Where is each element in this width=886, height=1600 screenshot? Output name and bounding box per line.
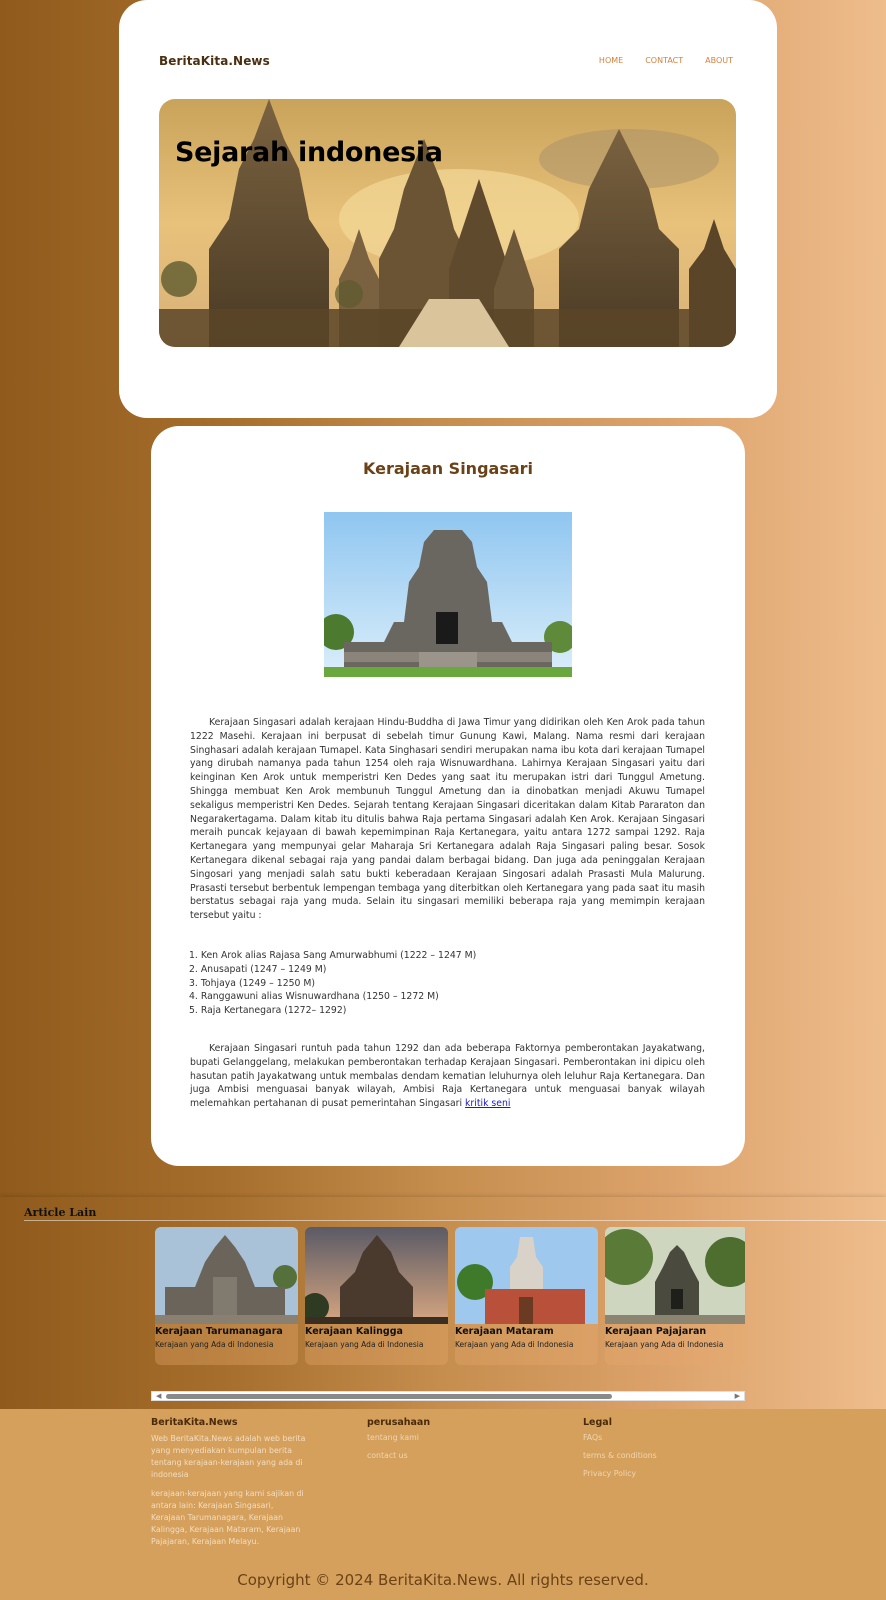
footer bbox=[0, 1409, 886, 1600]
article-paragraph-2 bbox=[190, 1042, 705, 1111]
card-subtitle: Kerajaan yang Ada di Indonesia bbox=[455, 1340, 574, 1349]
card-image bbox=[605, 1227, 745, 1324]
article-title: Kerajaan Singasari bbox=[362, 459, 534, 478]
footer-company-title: perusahaan bbox=[367, 1417, 431, 1428]
related-card[interactable] bbox=[605, 1227, 745, 1365]
footer-link-faqs[interactable]: FAQs bbox=[583, 1433, 603, 1442]
footer-link-privacy[interactable]: Privacy Policy bbox=[583, 1469, 637, 1478]
footer-company bbox=[367, 1417, 430, 1469]
footer-legal-title: Legal bbox=[583, 1417, 612, 1428]
brand-logo[interactable]: BeritaKita.News bbox=[159, 54, 270, 68]
kings-list bbox=[189, 949, 476, 1018]
hero-title: Sejarah indonesia bbox=[175, 137, 443, 168]
hero-banner bbox=[159, 99, 736, 347]
footer-legal bbox=[583, 1417, 657, 1487]
related-scroller[interactable] bbox=[151, 1227, 745, 1379]
kritik-seni-link[interactable]: kritik seni bbox=[465, 1098, 511, 1110]
list-item: 5. Raja Kertanegara (1272– 1292) bbox=[189, 1005, 347, 1017]
related-articles bbox=[0, 1197, 886, 1409]
article-temple-image bbox=[324, 512, 572, 677]
list-item: 2. Anusapati (1247 – 1249 M) bbox=[189, 963, 327, 975]
nav-contact-link[interactable]: CONTACT bbox=[645, 56, 684, 65]
scroll-left-icon[interactable]: ◀ bbox=[156, 1392, 162, 1400]
card-subtitle: Kerajaan yang Ada di Indonesia bbox=[605, 1340, 724, 1349]
related-card[interactable] bbox=[455, 1227, 598, 1365]
list-item: 3. Tohjaya (1249 – 1250 M) bbox=[189, 977, 316, 989]
related-card[interactable] bbox=[305, 1227, 448, 1365]
footer-desc-2: kerajaan-kerajaan yang kami sajikan di antara lain: Kerajaan Singasari, Kerajaan Tarumanagara, Kerajaan Kalingga, Kerajaan Mataram, Kerajaan Pajajaran, Kerajaan Melayu. bbox=[151, 1489, 304, 1546]
header-card bbox=[119, 0, 777, 418]
card-title: Kerajaan Pajajaran bbox=[605, 1326, 707, 1337]
card-image bbox=[455, 1227, 598, 1324]
card-title: Kerajaan Kalingga bbox=[305, 1326, 403, 1337]
related-card[interactable] bbox=[155, 1227, 298, 1365]
related-title: Article Lain bbox=[24, 1206, 886, 1221]
list-item: 1. Ken Arok alias Rajasa Sang Amurwabhumi (1222 – 1247 M) bbox=[189, 950, 477, 961]
list-item: 4. Ranggawuni alias Wisnuwardhana (1250 – 1272 M) bbox=[189, 991, 439, 1003]
footer-link-terms[interactable]: terms & conditions bbox=[583, 1451, 657, 1460]
horizontal-scrollbar[interactable] bbox=[151, 1391, 745, 1401]
article-paragraph-2-text: Kerajaan Singasari runtuh pada tahun 1292 dan ada beberapa Faktornya pemberontakan Jayakatwang, bupati Gelanggelang, melakukan pemberontakan terhadap Kerajaan Singasari. Pemberontakan ini dipicu oleh hasutan patih Jayakatwang untuk membalas dendam kematian leluhurnya oleh leluhur Raja Kertanegara. Dan juga Ambisi menguasai banyak wilayah, Ambisi Raja Kertanegara untuk menguasai banyak wilayah melemahkan pertahanan di pusat pemerintahan Singasari bbox=[190, 1043, 705, 1110]
card-title: Kerajaan Mataram bbox=[455, 1326, 554, 1337]
card-image bbox=[305, 1227, 448, 1324]
article-paragraph-1: Kerajaan Singasari adalah kerajaan Hindu-Buddha di Jawa Timur yang didirikan oleh Ken Arok pada tahun 1222 Masehi. Kerajaan ini berpusat di sebelah timur Gunung Kawi, Malang. Nama resmi dari kerajaan Singhasari adalah kerajaan Tumapel. Kata Singhasari sendiri merupakan nama ibu kota dari kerajaan Tumapel yang dirubah namanya pada tahun 1254 oleh raja Wisnuwardhana. Lahirnya Kerajaan Singasari yaitu dari keinginan Ken Arok untuk memperistri Ken Dedes yang saat itu merupakan istri dari Tunggul Ametung. Shingga membuat Ken Arok membunuh Tunggul Ametung dan ia dinobatkan menjadi Akuwu Tumapel sekaligus memperistri Ken Dedes. Sejarah tentang Kerajaan Singasari diceritakan dalam Kitab Pararaton dan Negarakertagama. Dalam kitab itu ditulis bahwa Raja pertama Singasari adalah Ken Arok. Kerajaan Singasari meraih puncak kejayaan di bawah kepemimpinan Raja Kertanegara, yaitu antara 1272 sampai 1292. Raja Kertanegara yang mempunyai gelar Maharaja Sri Kertanegara adalah Raja Singasari paling besar. Sosok Kertanegara dikenal sebagai raja yang pandai dalam berbagai bidang. Dan juga ada peninggalan Kerajaan Singosari yang menjadi salah satu bukti keberadaan Kerajaan Singosari adalah Prasasti Mula Malurung. Prasasti tersebut berbentuk lempengan tembaga yang diterbitkan oleh Kertanegara yang pada saat itu masih berstatus sebagai raja yang muda. Selain itu singasari memiliki beberapa raja yang memimpin kerajaan tersebut yaitu : bbox=[190, 717, 705, 922]
article-card bbox=[151, 426, 745, 1166]
card-image bbox=[155, 1227, 298, 1324]
footer-desc-1: Web BeritaKita.News adalah web berita yang menyediakan kumpulan berita tentang kerajaan-kerajaan yang ada di indonesia bbox=[151, 1434, 306, 1479]
card-subtitle: Kerajaan yang Ada di Indonesia bbox=[305, 1340, 424, 1349]
card-title: Kerajaan Tarumanagara bbox=[155, 1326, 283, 1337]
footer-brand: BeritaKita.News bbox=[151, 1417, 238, 1428]
nav-home-link[interactable]: HOME bbox=[598, 56, 624, 65]
footer-link-contact[interactable]: contact us bbox=[367, 1451, 408, 1460]
copyright: Copyright © 2024 BeritaKita.News. All rights reserved. bbox=[237, 1571, 649, 1589]
scrollbar-thumb[interactable] bbox=[166, 1394, 612, 1399]
nav-about-link[interactable]: ABOUT bbox=[705, 56, 733, 65]
scroll-right-icon[interactable]: ▶ bbox=[734, 1392, 740, 1400]
footer-link-about[interactable]: tentang kami bbox=[367, 1433, 419, 1442]
main-nav bbox=[599, 56, 733, 65]
card-subtitle: Kerajaan yang Ada di Indonesia bbox=[155, 1340, 274, 1349]
footer-about bbox=[151, 1417, 307, 1555]
